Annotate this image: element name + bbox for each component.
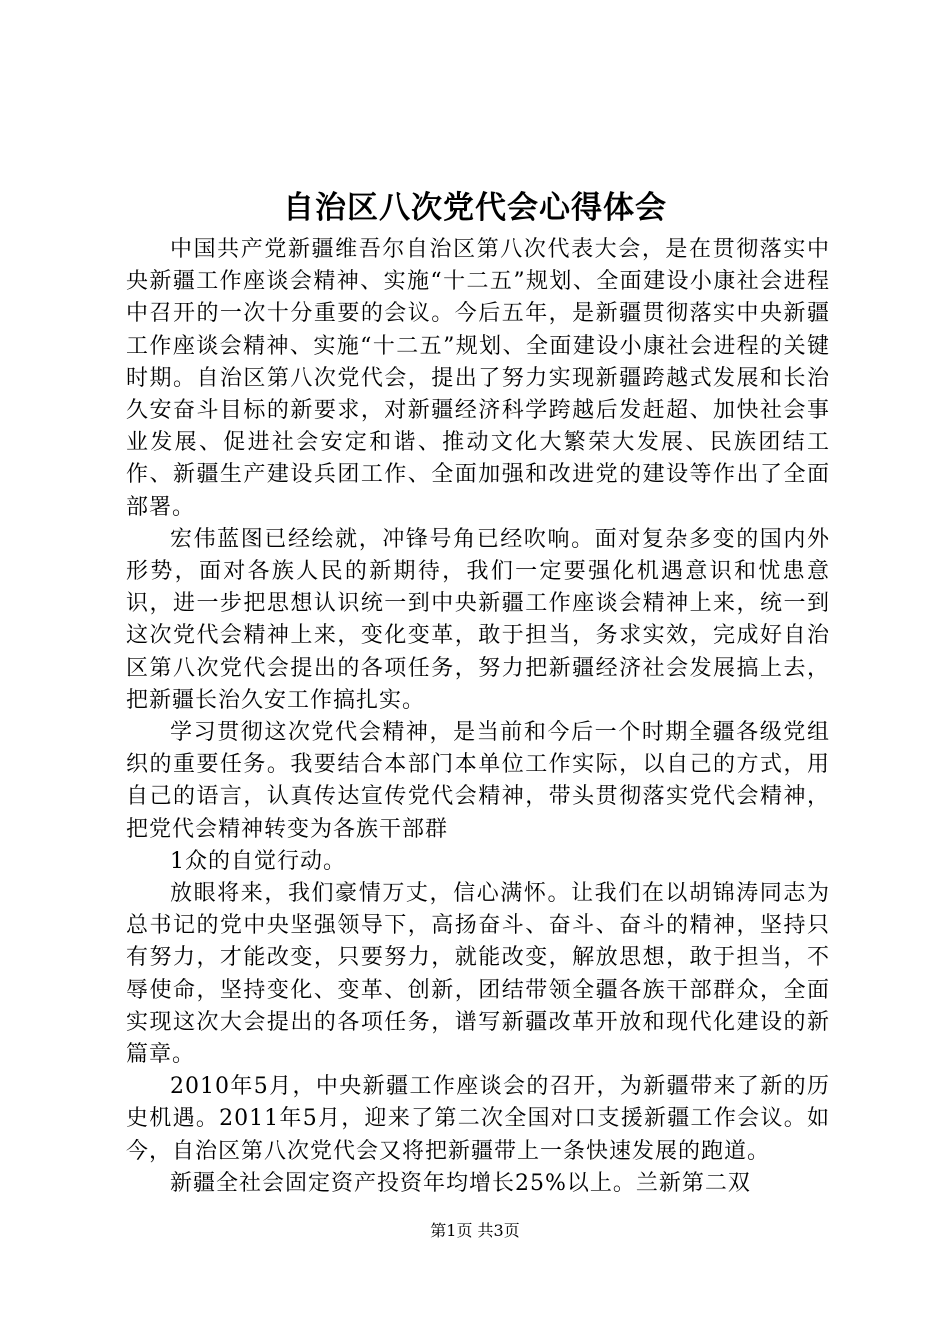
document-body (126, 234, 830, 1200)
paragraph: 1众的自觉行动。 (170, 848, 346, 874)
paragraph: 宏伟蓝图已经绘就，冲锋号角已经吹响。面对复杂多变的国内外形势，面对各族人民的新期待，我们一定要强化机遇意识和忧患意识，进一步把思想认识统一到中央新疆工作座谈会精神上来，统一到这次党代会精神上来，变化变革，敢于担当，务求实效，完成好自治区第八次党代会提出的各项任务，努力把新疆经济社会发展搞上去，把新疆长治久安工作搞扎实。 (126, 526, 830, 713)
paragraph: 学习贯彻这次党代会精神，是当前和今后一个时期全疆各级党组织的重要任务。我要结合本部门本单位工作实际，以自己的方式，用自己的语言，认真传达宣传党代会精神，带头贯彻落实党代会精神，把党代会精神转变为各族干部群 (126, 720, 830, 842)
document-title: 自治区八次党代会心得体会 (283, 190, 667, 226)
paragraph: 新疆全社会固定资产投资年均增长25%以上。兰新第二双 (170, 1170, 751, 1196)
paragraph: 2010年5月，中央新疆工作座谈会的召开，为新疆带来了新的历史机遇。2011年5月，迎来了第二次全国对口支援新疆工作会议。如今，自治区第八次党代会又将把新疆带上一条快速发展的跑道。 (126, 1074, 830, 1164)
paragraph: 放眼将来，我们豪情万丈，信心满怀。让我们在以胡锦涛同志为总书记的党中央坚强领导下，高扬奋斗、奋斗、奋斗的精神，坚持只有努力，才能改变，只要努力，就能改变，解放思想，敢于担当，不辱使命，坚持变化、变革、创新，团结带领全疆各族干部群众，全面实现这次大会提出的各项任务，谱写新疆改革开放和现代化建设的新篇章。 (126, 881, 830, 1068)
paragraph: 中国共产党新疆维吾尔自治区第八次代表大会，是在贯彻落实中央新疆工作座谈会精神、实施“十二五”规划、全面建设小康社会进程中召开的一次十分重要的会议。今后五年，是新疆贯彻落实中央新疆工作座谈会精神、实施“十二五”规划、全面建设小康社会进程的关键时期。自治区第八次党代会，提出了努力实现新疆跨越式发展和长治久安奋斗目标的新要求，对新疆经济科学跨越后发赶超、加快社会事业发展、促进社会安定和谐、推动文化大繁荣大发展、民族团结工作、新疆生产建设兵团工作、全面加强和改进党的建设等作出了全面部署。 (126, 237, 830, 520)
page-number-footer: 第1页 共3页 (430, 1221, 520, 1240)
